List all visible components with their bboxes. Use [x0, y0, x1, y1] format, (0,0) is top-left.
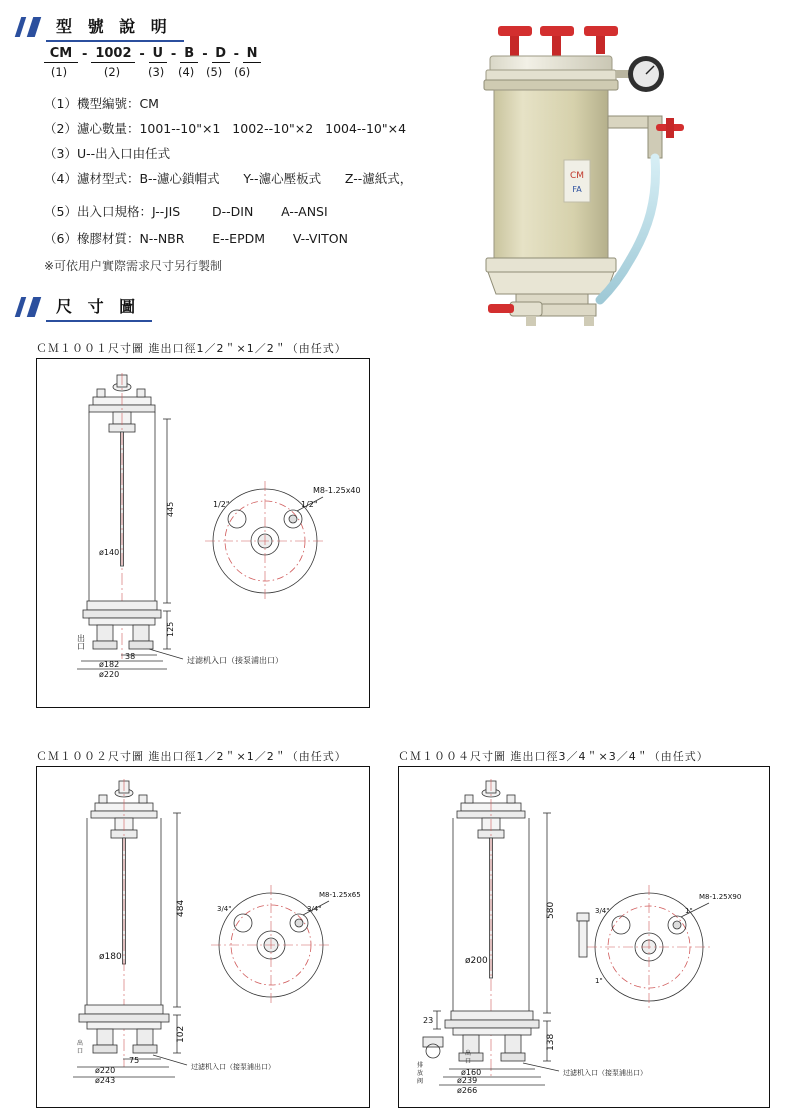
pressure-gauge: [616, 56, 664, 92]
section-marker-icon: [15, 17, 41, 37]
code-index-5: (5): [206, 65, 223, 79]
red-handle-group: [498, 26, 618, 58]
dim-foot-cm1002: 75: [129, 1056, 140, 1065]
dim-height-cm1002: 484: [176, 899, 186, 917]
section-marker-icon-2: [15, 297, 41, 317]
section-title-dimension: 尺 寸 圖: [46, 292, 152, 322]
code-dash-2: -: [139, 47, 145, 62]
dim-flange2-cm1001: ø220: [99, 670, 120, 679]
drawing-caption-cm1001: ＣＭ１００１尺寸圖 進出口徑1／2＂×1／2＂（由任式）: [36, 342, 347, 355]
svg-text:口: 口: [465, 1058, 472, 1065]
dim-bodydia-cm1004: ø200: [465, 956, 488, 966]
note-inlet-cm1001: 过滤机入口（接泵浦出口）: [187, 656, 283, 665]
dim-flange1-cm1004: ø239: [457, 1076, 478, 1085]
model-code-row: [44, 46, 261, 63]
dim-portleft-cm1001: 1/2": [213, 500, 230, 509]
spec-line-3: （3）U--出入口由任式: [44, 146, 171, 161]
label-outlet-cm1004: 出: [465, 1050, 472, 1057]
dim-baseh-cm1004: 138: [546, 1033, 556, 1051]
section-title-model: 型 號 說 明: [46, 12, 184, 42]
dim-flange2-cm1002: ø243: [95, 1076, 116, 1085]
code-seg-1: CM: [44, 46, 78, 63]
drawing-box-cm1002: [36, 766, 370, 1108]
label-drain-cm1004: 排: [417, 1062, 424, 1069]
svg-text:FA: FA: [572, 185, 582, 194]
bottom-red-valve: [488, 304, 514, 313]
dim-portright-cm1001: 1/2": [301, 500, 318, 509]
code-seg-3: U: [149, 46, 167, 63]
drawing-caption-cm1004: ＣＭ１００４尺寸圖 進出口徑3／4＂×3／4＂（由任式）: [398, 750, 709, 763]
spec-line-5: （5）出入口規格：J--JIS D--DIN A--ANSI: [44, 204, 328, 219]
dim-portleft-cm1002: 3/4": [217, 905, 232, 913]
dim-height-cm1001: 445: [166, 501, 175, 517]
spec-line-2: （2）濾心數量：1001--10"×1 1002--10"×2 1004--10"×4: [44, 121, 407, 136]
code-index-2: (2): [103, 65, 121, 79]
code-seg-4: B: [180, 46, 198, 63]
code-dash-4: -: [202, 47, 208, 62]
dim-portright-cm1002: 3/4": [307, 905, 322, 913]
drawing-box-cm1004: [398, 766, 770, 1108]
model-code-index-row: [44, 65, 261, 79]
dim-height-cm1004: 580: [546, 901, 556, 919]
dim-bolt-cm1001: M8-1.25x40: [313, 486, 361, 495]
drawing-box-cm1001: [36, 358, 370, 708]
svg-text:口: 口: [77, 642, 85, 651]
code-dash-3: -: [170, 47, 177, 62]
note-inlet-cm1002: 过滤机入口（接泵浦出口）: [191, 1063, 275, 1071]
section-header-dimension: [18, 292, 152, 322]
svg-text:放: 放: [417, 1070, 424, 1077]
code-index-4: (4): [178, 65, 195, 79]
dim-baseh-cm1002: 102: [176, 1025, 186, 1043]
dim-bodydia-cm1002: ø180: [99, 952, 122, 962]
code-index-1: (1): [50, 65, 68, 79]
code-dash-1: -: [82, 47, 88, 62]
dim-portright-cm1004: 1": [685, 907, 693, 915]
dim-topgap-cm1004: 23: [423, 1016, 434, 1025]
dim-flange2-cm1004: ø266: [457, 1086, 478, 1095]
dim-baseh-cm1001: 125: [166, 621, 175, 637]
spec-line-6: （6）橡膠材質：N--NBR E--EPDM V--VITON: [44, 231, 348, 246]
dim-flange1-cm1002: ø220: [95, 1066, 116, 1075]
note-inlet-cm1004: 过滤机入口（接泵浦出口）: [563, 1069, 647, 1077]
dim-bolt-cm1004: M8-1.25X90: [699, 893, 742, 901]
dim-bolt-cm1002: M8-1.25x65: [319, 891, 361, 899]
section-header-model: [18, 12, 184, 42]
code-seg-6: N: [243, 46, 261, 63]
code-seg-2: 1002: [91, 46, 135, 63]
code-seg-5: D: [212, 46, 230, 63]
label-outlet-cm1001: 出: [77, 634, 85, 643]
spec-note: ※可依用户實際需求尺寸另行製制: [44, 259, 223, 273]
svg-text:口: 口: [77, 1048, 84, 1055]
svg-text:CM: CM: [569, 171, 585, 181]
dim-foot-cm1001: 38: [125, 652, 136, 661]
drawing-caption-cm1002: ＣＭ１００２尺寸圖 進出口徑1／2＂×1／2＂（由任式）: [36, 750, 347, 763]
code-index-3: (3): [148, 65, 165, 79]
code-dash-5: -: [233, 47, 240, 62]
code-index-6: (6): [234, 65, 251, 79]
dim-bodydia-cm1001: ø140: [99, 548, 120, 557]
spec-line-1: （1）機型編號：CM: [44, 96, 159, 111]
dim-flange0-cm1004: ø160: [461, 1068, 482, 1077]
dim-flange1-cm1001: ø182: [99, 660, 120, 669]
product-photo: [480, 20, 780, 330]
label-outlet-cm1002: 出: [77, 1040, 84, 1047]
dim-portbottom-cm1004: 1": [595, 977, 603, 985]
svg-text:阀: 阀: [417, 1078, 424, 1085]
model-code-block: [44, 46, 261, 79]
spec-line-4: （4）濾材型式：B--濾心鎖帽式 Y--濾心壓板式 Z--濾紙式，: [44, 171, 413, 186]
dim-portleft-cm1004: 3/4": [595, 907, 610, 915]
